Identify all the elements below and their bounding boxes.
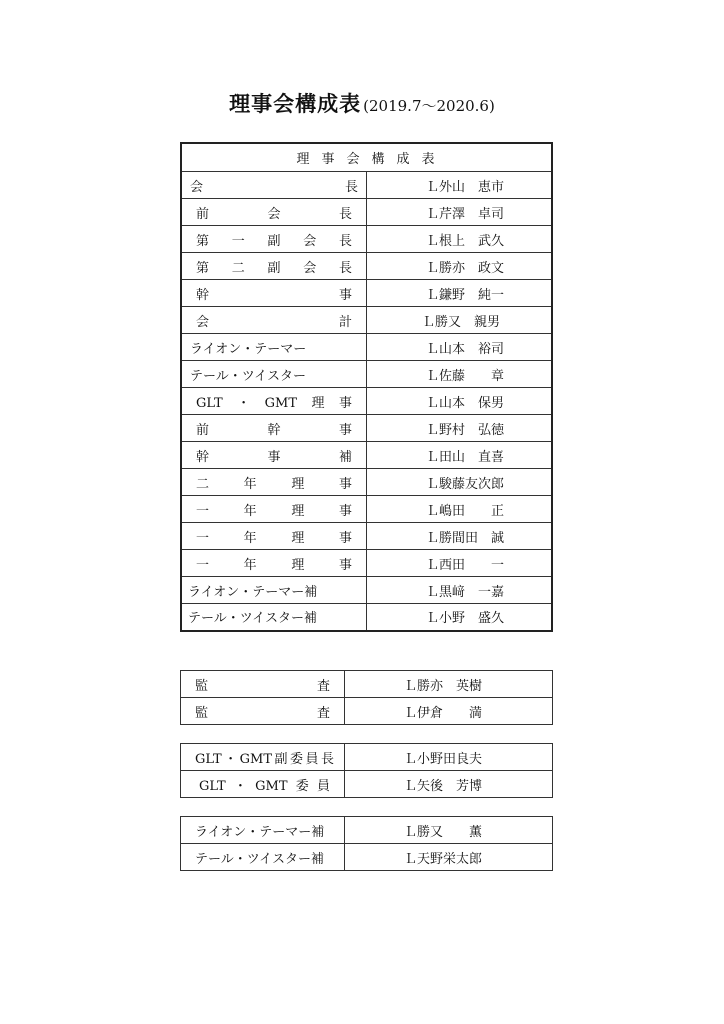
name-cell: Ｌ駿藤友次郎: [367, 469, 553, 496]
glt-gmt-committee-table: [180, 743, 553, 798]
page-title: [0, 88, 724, 118]
table-row: [181, 698, 553, 725]
board-composition-table: [180, 142, 553, 632]
role-cell: 一年理事: [196, 503, 352, 519]
role-cell: 幹事: [196, 287, 352, 303]
name-cell: Ｌ山本 裕司: [367, 334, 553, 361]
role-cell: GLT・GMT理事: [196, 395, 352, 411]
name-cell: Ｌ勝亦 英樹: [345, 671, 553, 698]
name-cell: Ｌ矢後 芳博: [345, 771, 553, 798]
role-cell: 第二副会長: [196, 260, 352, 276]
name-cell: Ｌ田山 直喜: [367, 442, 553, 469]
name-cell: Ｌ佐藤 章: [367, 361, 553, 388]
role-cell: 監査: [195, 705, 330, 721]
table-row: [181, 496, 552, 523]
table-row: [181, 199, 552, 226]
name-cell: Ｌ山本 保男: [367, 388, 553, 415]
table-row: [181, 523, 552, 550]
name-cell: Ｌ外山 恵市: [367, 172, 553, 199]
role-cell: 会長: [190, 179, 358, 195]
table-row: [181, 226, 552, 253]
name-cell: Ｌ黒﨑 一嘉: [367, 577, 553, 604]
name-cell: Ｌ小野 盛久: [367, 604, 553, 631]
table-row: [181, 844, 553, 871]
table-row: [181, 771, 553, 798]
auditors-table: [180, 670, 553, 725]
role-cell: ライオン・テーマー補: [195, 824, 325, 840]
name-cell: Ｌ勝亦 政文: [367, 253, 553, 280]
table-row: [181, 604, 552, 631]
name-cell: Ｌ勝又 親男: [367, 307, 553, 334]
name-cell: Ｌ鎌野 純一: [367, 280, 553, 307]
table-row: [181, 253, 552, 280]
name-cell: Ｌ野村 弘徳: [367, 415, 553, 442]
title-main: 理事会構成表: [229, 91, 362, 116]
name-cell: Ｌ小野田良夫: [345, 744, 553, 771]
role-cell: 前幹事: [196, 422, 352, 438]
table-row: [181, 361, 552, 388]
role-cell: 前会長: [196, 206, 352, 222]
table-row: [181, 415, 552, 442]
name-cell: Ｌ天野栄太郎: [345, 844, 553, 871]
role-cell: 監査: [195, 678, 330, 694]
name-cell: Ｌ西田 一: [367, 550, 553, 577]
role-cell: テール・ツイスター: [190, 368, 306, 384]
role-cell: 幹事補: [196, 449, 352, 465]
role-cell: 二年理事: [196, 476, 352, 492]
role-cell: ライオン・テーマー: [190, 341, 307, 357]
name-cell: Ｌ芹澤 卓司: [367, 199, 553, 226]
table-row: [181, 671, 553, 698]
table-row: [181, 307, 552, 334]
role-cell: GLT・GMT委員: [199, 778, 330, 794]
table-row: [181, 744, 553, 771]
table-header: 理事会構成表: [181, 143, 552, 172]
role-cell: 一年理事: [196, 557, 352, 573]
role-cell: テール・ツイスター補: [188, 611, 317, 627]
name-cell: Ｌ根上 武久: [367, 226, 553, 253]
table-row: [181, 280, 552, 307]
table-row: [181, 577, 552, 604]
table-row: [181, 469, 552, 496]
role-cell: 会計: [196, 314, 352, 330]
table-row: [181, 172, 552, 199]
name-cell: Ｌ勝間田 誠: [367, 523, 553, 550]
table-header-row: [181, 143, 552, 172]
role-cell: GLT・GMT副委員長: [195, 751, 334, 767]
table-row: [181, 388, 552, 415]
name-cell: Ｌ伊倉 満: [345, 698, 553, 725]
name-cell: Ｌ嶋田 正: [367, 496, 553, 523]
role-cell: 一年理事: [196, 530, 352, 546]
role-cell: テール・ツイスター補: [195, 851, 324, 867]
alternates-table: [180, 816, 553, 871]
role-cell: ライオン・テーマー補: [188, 584, 318, 600]
table-row: [181, 550, 552, 577]
title-period: (2019.7～2020.6): [363, 97, 495, 115]
table-row: [181, 442, 552, 469]
table-row: [181, 817, 553, 844]
name-cell: Ｌ勝又 薫: [345, 817, 553, 844]
table-row: [181, 334, 552, 361]
role-cell: 第一副会長: [196, 233, 352, 249]
